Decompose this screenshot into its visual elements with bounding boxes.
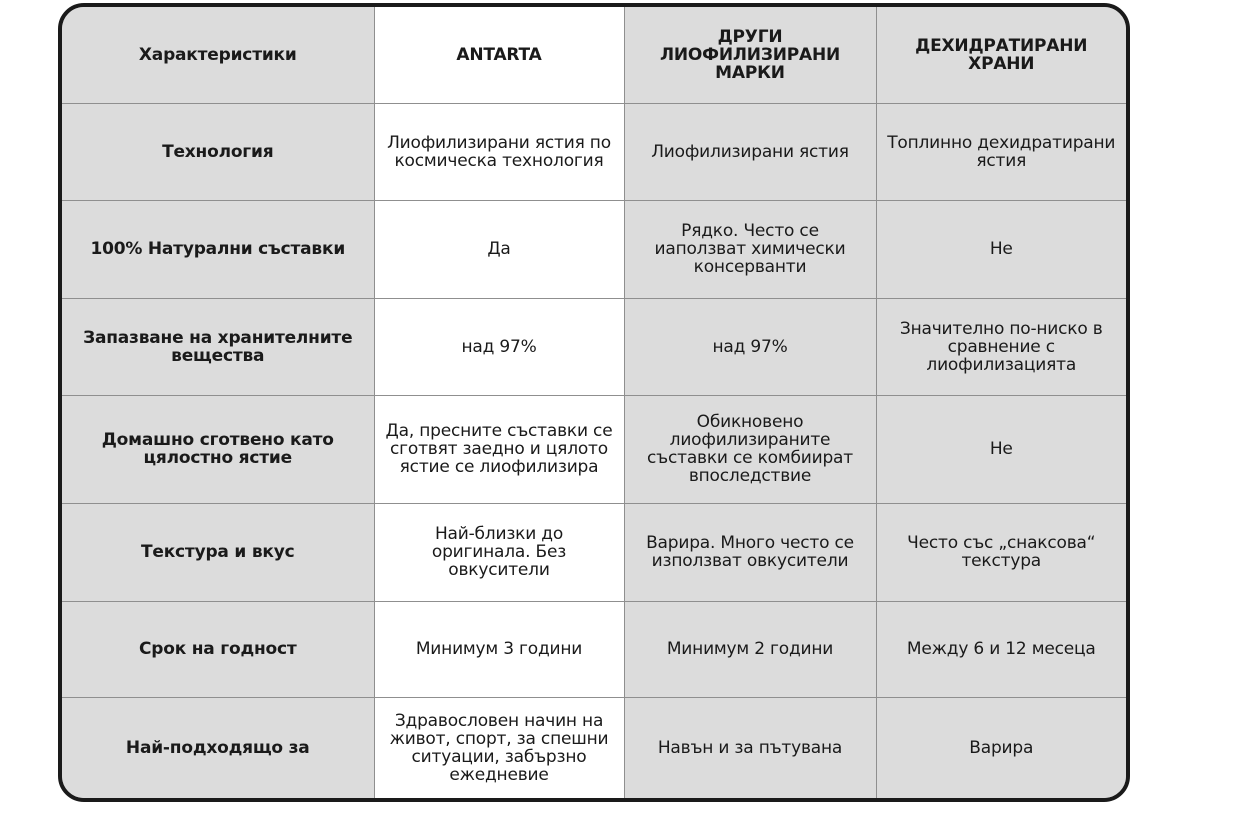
cell-antarta: Минимум 3 години <box>374 601 624 697</box>
header-other-brands: ДРУГИ ЛИОФИЛИЗИРАНИ МАРКИ <box>624 7 876 103</box>
cell-other-brands: Рядко. Често се иаползват химически консерванти <box>624 200 876 298</box>
row-feature: Домашно сготвено като цялостно ястие <box>62 395 374 503</box>
row-feature: Запазване на хранителните вещества <box>62 298 374 395</box>
cell-antarta: Да <box>374 200 624 298</box>
header-antarta: ANTARTA <box>374 7 624 103</box>
row-feature: 100% Натурални съставки <box>62 200 374 298</box>
table-row <box>62 503 1126 601</box>
comparison-table <box>62 7 1126 798</box>
row-feature: Текстура и вкус <box>62 503 374 601</box>
cell-other-brands: Лиофилизирани ястия <box>624 103 876 200</box>
cell-dehydrated: Топлинно дехидратирани ястия <box>876 103 1126 200</box>
cell-other-brands: Навън и за пътувана <box>624 697 876 798</box>
cell-antarta: Най-близки до оригинала. Без овкусители <box>374 503 624 601</box>
cell-antarta: Да, пресните съставки се сготвят заедно и цялото ястие се лиофилизира <box>374 395 624 503</box>
table-row <box>62 697 1126 798</box>
table-row <box>62 200 1126 298</box>
header-dehydrated: ДЕХИДРАТИРАНИ ХРАНИ <box>876 7 1126 103</box>
cell-dehydrated: Често със „снаксова“ текстура <box>876 503 1126 601</box>
row-feature: Най-подходящо за <box>62 697 374 798</box>
table-row <box>62 298 1126 395</box>
cell-other-brands: над 97% <box>624 298 876 395</box>
comparison-table-frame <box>58 3 1130 802</box>
cell-antarta: Здравословен начин на живот, спорт, за спешни ситуации, забързно ежедневие <box>374 697 624 798</box>
cell-other-brands: Минимум 2 години <box>624 601 876 697</box>
cell-other-brands: Варира. Много често се използват овкусители <box>624 503 876 601</box>
cell-dehydrated: Значително по-ниско в сравнение с лиофилизацията <box>876 298 1126 395</box>
cell-dehydrated: Между 6 и 12 месеца <box>876 601 1126 697</box>
header-characteristics: Характеристики <box>62 7 374 103</box>
header-row <box>62 7 1126 103</box>
cell-dehydrated: Не <box>876 395 1126 503</box>
cell-other-brands: Обикновено лиофилизираните съставки се комбиират впоследствие <box>624 395 876 503</box>
row-feature: Технология <box>62 103 374 200</box>
row-feature: Срок на годност <box>62 601 374 697</box>
cell-antarta: над 97% <box>374 298 624 395</box>
cell-antarta: Лиофилизирани ястия по космическа технология <box>374 103 624 200</box>
cell-dehydrated: Варира <box>876 697 1126 798</box>
table-row <box>62 103 1126 200</box>
table-row <box>62 395 1126 503</box>
table-row <box>62 601 1126 697</box>
cell-dehydrated: Не <box>876 200 1126 298</box>
